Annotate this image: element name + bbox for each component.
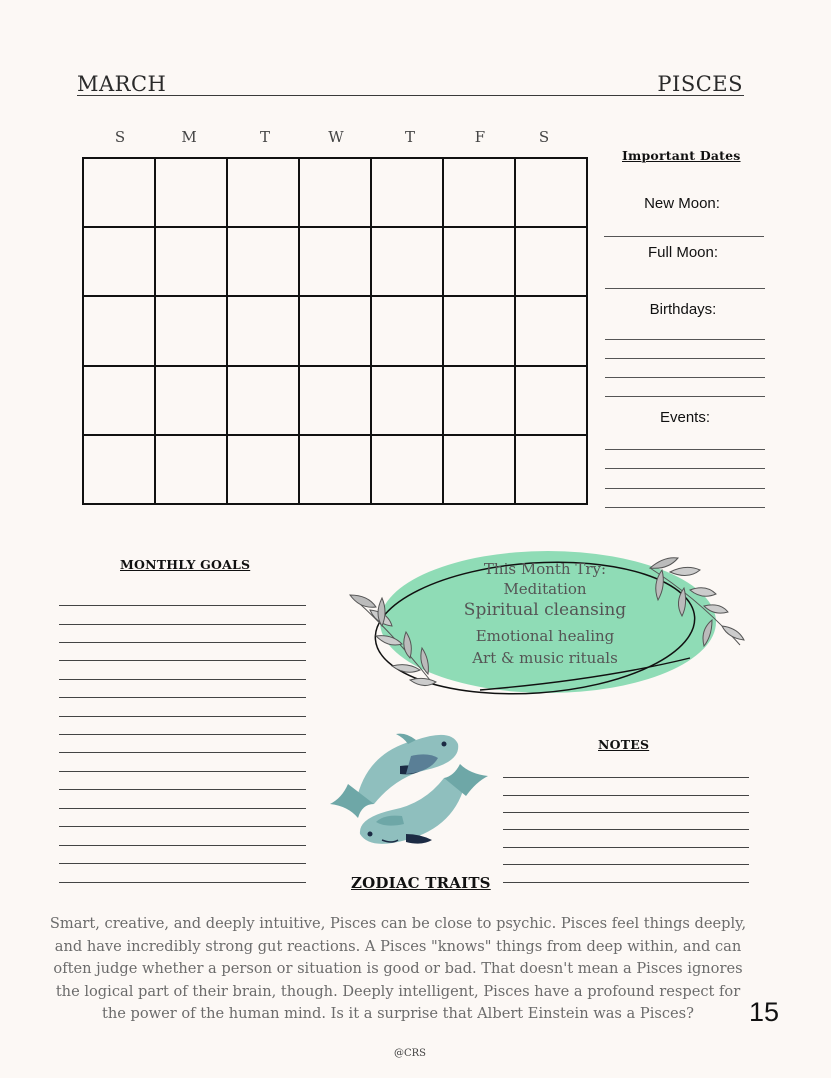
- calendar-day-cell[interactable]: [156, 436, 228, 505]
- calendar-day-cell[interactable]: [516, 159, 588, 228]
- try-item-emotional-healing: Emotional healing: [475, 627, 615, 645]
- goal-line[interactable]: [59, 771, 306, 772]
- events-line[interactable]: [605, 449, 765, 450]
- pisces-fish-icon: [326, 722, 491, 857]
- events-label: Events:: [659, 409, 711, 426]
- calendar-day-cell[interactable]: [300, 367, 372, 436]
- goal-line[interactable]: [59, 624, 306, 625]
- birthdays-line[interactable]: [605, 377, 765, 378]
- calendar-day-cell[interactable]: [84, 228, 156, 297]
- full-moon-line[interactable]: [605, 288, 765, 289]
- calendar-day-cell[interactable]: [156, 228, 228, 297]
- calendar-day-cell[interactable]: [516, 367, 588, 436]
- calendar-day-cell[interactable]: [156, 297, 228, 366]
- goal-line[interactable]: [59, 679, 306, 680]
- weekday-saturday: S: [538, 128, 550, 146]
- calendar-day-cell[interactable]: [372, 228, 444, 297]
- calendar-day-cell[interactable]: [372, 159, 444, 228]
- goal-line[interactable]: [59, 863, 306, 864]
- try-item-spiritual-cleansing: Spiritual cleansing: [463, 600, 627, 620]
- birthdays-label: Birthdays:: [649, 301, 717, 318]
- calendar-day-cell[interactable]: [444, 159, 516, 228]
- calendar-day-cell[interactable]: [372, 297, 444, 366]
- weekday-monday: M: [181, 128, 197, 146]
- calendar-day-cell[interactable]: [444, 367, 516, 436]
- goal-line[interactable]: [59, 752, 306, 753]
- goal-line[interactable]: [59, 826, 306, 827]
- title-rule: [77, 95, 744, 96]
- page-number: 15: [748, 997, 779, 1027]
- weekday-wednesday: W: [328, 128, 344, 146]
- note-line[interactable]: [503, 847, 749, 848]
- note-line[interactable]: [503, 777, 749, 778]
- zodiac-traits-paragraph: Smart, creative, and deeply intuitive, Pisces can be close to psychic. Pisces feel things deeply, and have incredibly strong gut reactions. A Pisces "knows" things from deep within, and can often judge whether a person or situation is good or bad. That doesn't mean a Pisces ignores the logical part of their brain, though. Deeply intelligent, Pisces have a profound respect for the power of the human mind. Is it a surprise that Albert Einstein was a Pisces?: [49, 915, 747, 1022]
- weekday-sunday: S: [114, 128, 126, 146]
- birthdays-line[interactable]: [605, 396, 765, 397]
- new-moon-label: New Moon:: [644, 195, 720, 212]
- calendar-day-cell[interactable]: [84, 436, 156, 505]
- goal-line[interactable]: [59, 605, 306, 606]
- note-line[interactable]: [503, 882, 749, 883]
- calendar-day-cell[interactable]: [516, 297, 588, 366]
- calendar-day-cell[interactable]: [444, 297, 516, 366]
- monthly-goals-heading: MONTHLY GOALS: [120, 557, 251, 572]
- full-moon-label: Full Moon:: [647, 244, 719, 261]
- calendar-day-cell[interactable]: [84, 159, 156, 228]
- calendar-day-cell[interactable]: [516, 228, 588, 297]
- note-line[interactable]: [503, 812, 749, 813]
- calendar-day-cell[interactable]: [300, 228, 372, 297]
- calendar-day-cell[interactable]: [228, 436, 300, 505]
- calendar-grid: [82, 157, 588, 505]
- weekday-tuesday: T: [259, 128, 270, 146]
- calendar-day-cell[interactable]: [228, 159, 300, 228]
- calendar-day-cell[interactable]: [156, 159, 228, 228]
- note-line[interactable]: [503, 795, 749, 796]
- goal-line[interactable]: [59, 642, 306, 643]
- goal-line[interactable]: [59, 734, 306, 735]
- goal-line[interactable]: [59, 845, 306, 846]
- important-dates-heading: Important Dates: [622, 148, 741, 163]
- birthdays-line[interactable]: [605, 339, 765, 340]
- events-line[interactable]: [605, 507, 765, 508]
- calendar-day-cell[interactable]: [84, 297, 156, 366]
- credit-text: @CRS: [393, 1048, 427, 1059]
- note-line[interactable]: [503, 829, 749, 830]
- try-item-art-music: Art & music rituals: [472, 649, 618, 667]
- notes-heading: NOTES: [598, 737, 650, 752]
- try-heading: This Month Try:: [483, 560, 607, 578]
- note-line[interactable]: [503, 864, 749, 865]
- calendar-day-cell[interactable]: [300, 436, 372, 505]
- calendar-day-cell[interactable]: [300, 159, 372, 228]
- goal-line[interactable]: [59, 808, 306, 809]
- goal-line[interactable]: [59, 660, 306, 661]
- calendar-day-cell[interactable]: [444, 436, 516, 505]
- calendar-day-cell[interactable]: [372, 367, 444, 436]
- goal-line[interactable]: [59, 882, 306, 883]
- calendar-day-cell[interactable]: [228, 367, 300, 436]
- new-moon-line[interactable]: [604, 236, 764, 237]
- goal-line[interactable]: [59, 789, 306, 790]
- calendar-day-cell[interactable]: [372, 436, 444, 505]
- calendar-day-cell[interactable]: [444, 228, 516, 297]
- calendar-day-cell[interactable]: [228, 228, 300, 297]
- calendar-day-cell[interactable]: [228, 297, 300, 366]
- events-line[interactable]: [605, 488, 765, 489]
- goal-line[interactable]: [59, 697, 306, 698]
- birthdays-line[interactable]: [605, 358, 765, 359]
- calendar-day-cell[interactable]: [300, 297, 372, 366]
- calendar-day-cell[interactable]: [84, 367, 156, 436]
- zodiac-sign-title: PISCES: [657, 72, 743, 96]
- try-item-meditation: Meditation: [503, 580, 587, 598]
- month-title: MARCH: [77, 72, 167, 96]
- calendar-day-cell[interactable]: [516, 436, 588, 505]
- goal-line[interactable]: [59, 716, 306, 717]
- calendar-day-cell[interactable]: [156, 367, 228, 436]
- zodiac-traits-heading: ZODIAC TRAITS: [351, 874, 491, 892]
- weekday-thursday: T: [404, 128, 415, 146]
- weekday-friday: F: [474, 128, 486, 146]
- events-line[interactable]: [605, 468, 765, 469]
